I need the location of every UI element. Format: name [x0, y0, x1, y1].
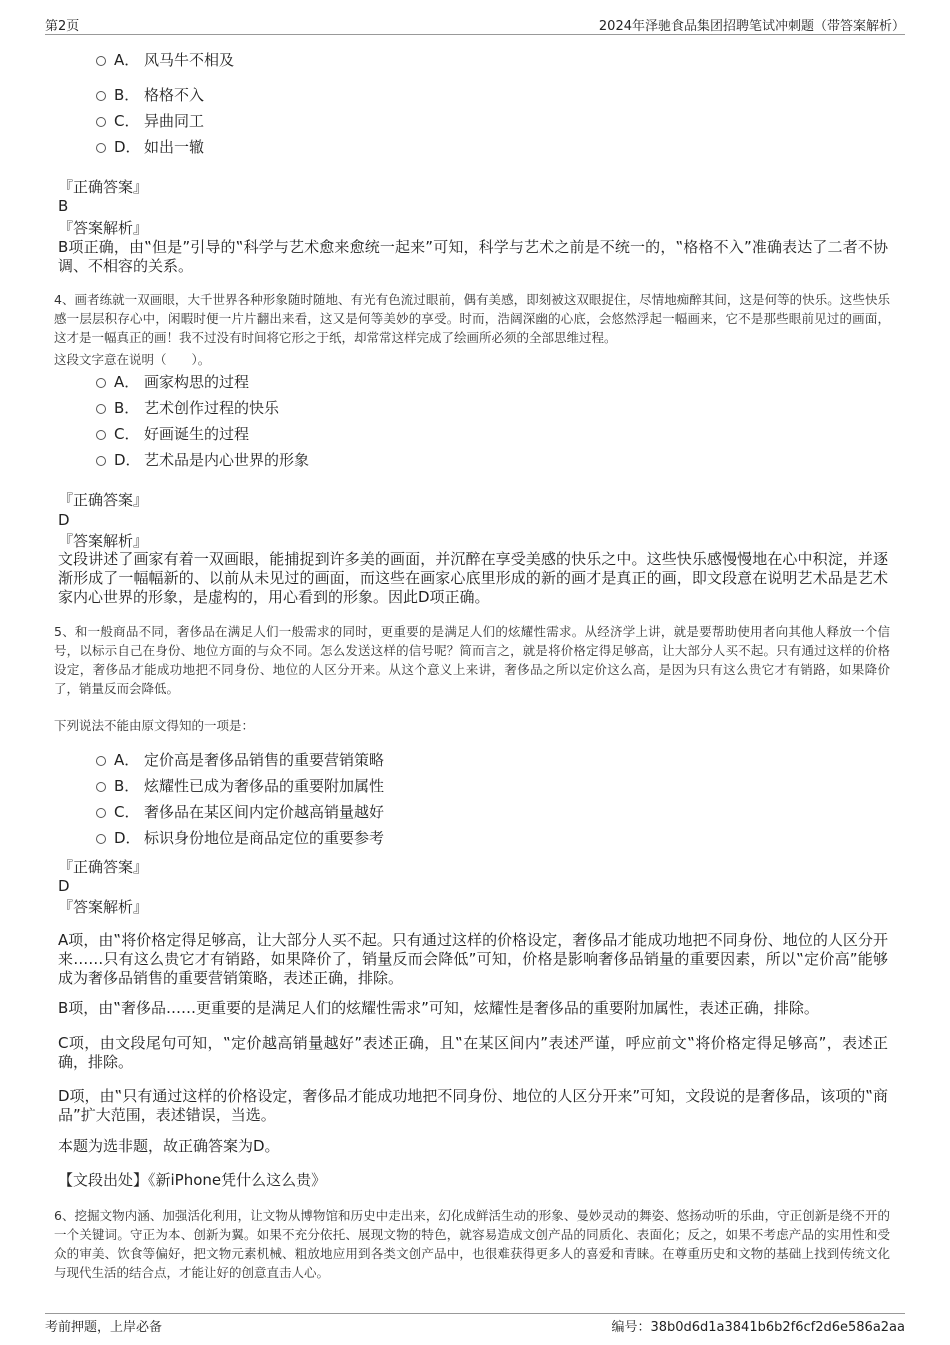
page-footer [45, 1313, 905, 1336]
radio-icon[interactable] [96, 782, 106, 792]
radio-icon[interactable] [96, 430, 106, 440]
q5-answer: D [58, 877, 70, 895]
radio-icon[interactable] [96, 56, 106, 66]
page-header [45, 14, 905, 35]
q5-option-a[interactable]: A． 定价高是奢侈品销售的重要营销策略 [96, 747, 384, 773]
radio-icon[interactable] [96, 808, 106, 818]
q5-analysis-label: 『答案解析』 [58, 898, 149, 916]
q5-source: 【文段出处】《新iPhone凭什么这么贵》 [58, 1171, 327, 1189]
q3-analysis-label: 『答案解析』 [58, 219, 149, 237]
footer-slogan: 考前押题，上岸必备 [45, 1320, 163, 1335]
radio-icon[interactable] [96, 404, 106, 414]
q5-stem: 5、和一般商品不同，奢侈品在满足人们一般需求的同时，更重要的是满足人们的炫耀性需求。从经济学上讲，就是要帮助使用者向其他人释放一个信号，以标示自己在身份、地位方面的与众不同。怎么发送这样的信号呢？简而言之，就是将价格定得足够高，让大部分人买不起。只有通过这样的价格设定，奢侈品才能成功地把不同身份、地位的人区分开来。从这个意义上来讲，奢侈品之所以定价这么高，是因为只有这么贵它才有销路，如果降价了，销量反而会降低。 [54, 624, 890, 696]
document-code: 编号：38b0d6d1a3841b6b2f6cf2d6e586a2aa [611, 1320, 905, 1335]
q4-analysis: 文段讲述了画家有着一双画眼，能捕捉到许多美的画面，并沉醉在享受美感的快乐之中。这些快乐感慢慢地在心中积淀，并逐渐形成了一幅幅新的、以前从未见过的画面，而这些在画家心底里形成的新的画才是真正的画，即文段意在说明艺术品是艺术家内心世界的形象，是虚构的，用心看到的形象。因此D项正确。 [58, 550, 888, 606]
q4-stem: 4、画者练就一双画眼，大千世界各种形象随时随地、有光有色流过眼前，偶有美感，即刻被这双眼捉住，尽情地痴醉其间，这是何等的快乐。这些快乐感一层层积存心中，闲暇时便一片片翻出来看，这又是何等美妙的享受。时而，浩阔深幽的心底，会悠然浮起一幅画来，它不是那些眼前见过的画面，这才是一幅真正的画！我不过没有时间将它形之于纸，却常常这样完成了绘画所必须的全部思维过程。 [54, 292, 890, 345]
q3-options [96, 47, 234, 73]
q5-analysis-b: B项，由‟奢侈品……更重要的是满足人们的炫耀性需求”可知，炫耀性是奢侈品的重要附加属性，表述正确，排除。 [58, 999, 819, 1017]
document-title: 2024年泽驰食品集团招聘笔试冲刺题（带答案解析） [598, 19, 905, 34]
q3-option-d[interactable]: D． 如出一辙 [96, 134, 204, 160]
radio-icon[interactable] [96, 756, 106, 766]
q5-analysis-a: A项，由‟将价格定得足够高，让大部分人买不起。只有通过这样的价格设定，奢侈品才能成功地把不同身份、地位的人区分开来……只有这么贵它才有销路，如果降价了，销量反而会降低”可知，价格是影响奢侈品销量的重要因素，所以‟定价高”能够成为奢侈品销售的重要营销策略，表述正确，排除。 [58, 931, 888, 987]
radio-icon[interactable] [96, 117, 106, 127]
q3-option-b[interactable]: B． 格格不入 [96, 82, 204, 108]
q5-option-c[interactable]: C． 奢侈品在某区间内定价越高销量越好 [96, 799, 384, 825]
q3-analysis: B项正确，由‟但是”引导的‟科学与艺术愈来愈统一起来”可知，科学与艺术之前是不统一的，‟格格不入”准确表达了二者不协调、不相容的关系。 [58, 238, 888, 275]
q4-correct-answer-label: 『正确答案』 [58, 491, 149, 509]
q4-options [96, 369, 309, 473]
q4-option-d[interactable]: D． 艺术品是内心世界的形象 [96, 447, 309, 473]
q6-stem: 6、挖掘文物内涵、加强活化利用，让文物从博物馆和历史中走出来，幻化成鲜活生动的形象、曼妙灵动的舞姿、悠扬动听的乐曲，守正创新是绕不开的一个关键词。守正为本、创新为翼。如果不充分依托、展现文物的特色，就容易造成文创产品的同质化、表面化；反之，如果不考虑产品的实用性和受众的审美、饮食等偏好，把文物元素机械、粗放地应用到各类文创产品中，也很难获得更多人的喜爱和青睐。在尊重历史和文物的基础上找到传统文化与现代生活的结合点，才能让好的创意直击人心。 [54, 1208, 890, 1280]
page-number: 第2页 [45, 19, 80, 34]
q3-correct-answer-label: 『正确答案』 [58, 178, 149, 196]
q5-options [96, 747, 384, 851]
q5-conclusion: 本题为选非题，故正确答案为D。 [58, 1137, 280, 1155]
q4-analysis-label: 『答案解析』 [58, 532, 149, 550]
radio-icon[interactable] [96, 456, 106, 466]
q5-analysis-d: D项，由‟只有通过这样的价格设定，奢侈品才能成功地把不同身份、地位的人区分开来”可知，文段说的是奢侈品，该项的‟商品”扩大范围，表述错误，当选。 [58, 1087, 888, 1124]
q4-option-b[interactable]: B． 艺术创作过程的快乐 [96, 395, 309, 421]
q5-correct-answer-label: 『正确答案』 [58, 858, 149, 876]
q4-answer: D [58, 511, 70, 529]
radio-icon[interactable] [96, 91, 106, 101]
radio-icon[interactable] [96, 834, 106, 844]
q5-option-b[interactable]: B． 炫耀性已成为奢侈品的重要附加属性 [96, 773, 384, 799]
q3-options-rest [96, 82, 204, 160]
radio-icon[interactable] [96, 143, 106, 153]
q3-option-a[interactable]: A． 风马牛不相及 [96, 47, 234, 73]
q4-prompt: 这段文字意在说明（ ）。 [54, 352, 211, 367]
q4-option-a[interactable]: A． 画家构思的过程 [96, 369, 309, 395]
q3-option-c[interactable]: C． 异曲同工 [96, 108, 204, 134]
q3-answer: B [58, 197, 69, 215]
radio-icon[interactable] [96, 378, 106, 388]
q4-option-c[interactable]: C． 好画诞生的过程 [96, 421, 309, 447]
q5-prompt: 下列说法不能由原文得知的一项是： [54, 718, 255, 733]
q5-option-d[interactable]: D． 标识身份地位是商品定位的重要参考 [96, 825, 384, 851]
q5-analysis-c: C项，由文段尾句可知，‟定价越高销量越好”表述正确，且‟在某区间内”表述严谨，呼应前文‟将价格定得足够高”，表述正确，排除。 [58, 1034, 888, 1071]
